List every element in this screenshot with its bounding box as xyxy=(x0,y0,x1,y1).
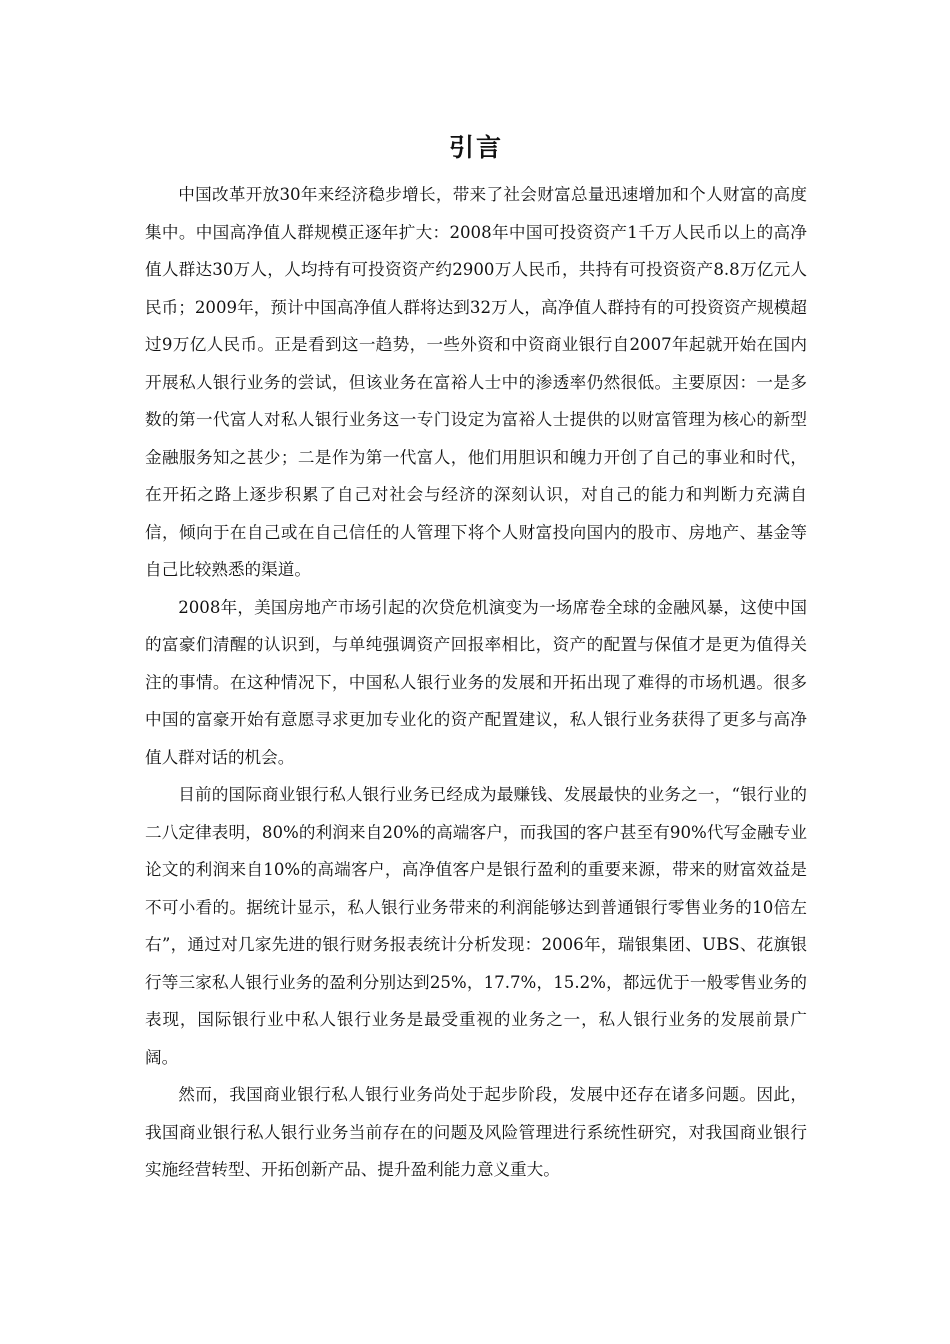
paragraph-2: 2008年，美国房地产市场引起的次贷危机演变为一场席卷全球的金融风暴，这使中国的富豪们清醒的认识到，与单纯强调资产回报率相比，资产的配置与保值才是更为值得关注的事情。在这种情况下，中国私人银行业务的发展和开拓出现了难得的市场机遇。很多中国的富豪开始有意愿寻求更加专业化的资产配置建议，私人银行业务获得了更多与高净值人群对话的机会。 xyxy=(145,597,807,767)
page-title: 引言 xyxy=(448,133,503,162)
paragraph-4: 然而，我国商业银行私人银行业务尚处于起步阶段，发展中还存在诸多问题。因此，我国商业银行私人银行业务当前存在的问题及风险管理进行系统性研究，对我国商业银行实施经营转型、开拓创新产品、提升盈利能力意义重大。 xyxy=(145,1085,807,1179)
document-page xyxy=(145,128,807,1189)
paragraph-1: 中国改革开放30年来经济稳步增长，带来了社会财富总量迅速增加和个人财富的高度集中。中国高净值人群规模正逐年扩大：2008年中国可投资资产1千万人民币以上的高净值人群达30万人，人均持有可投资资产约2900万人民币，共持有可投资资产8.8万亿元人民币；2009年，预计中国高净值人群将达到32万人，高净值人群持有的可投资资产规模超过9万亿人民币。正是看到这一趋势，一些外资和中资商业银行自2007年起就开始在国内开展私人银行业务的尝试，但该业务在富裕人士中的渗透率仍然很低。主要原因：一是多数的第一代富人对私人银行业务这一专门设定为富裕人士提供的以财富管理为核心的新型金融服务知之甚少；二是作为第一代富人，他们用胆识和魄力开创了自己的事业和时代，在开拓之路上逐步积累了自己对社会与经济的深刻认识，对自己的能力和判断力充满自信，倾向于在自己或在自己信任的人管理下将个人财富投向国内的股市、房地产、基金等自己比较熟悉的渠道。 xyxy=(145,185,807,579)
paragraph-3: 目前的国际商业银行私人银行业务已经成为最赚钱、发展最快的业务之一，“银行业的二八定律表明，80%的利润来自20%的高端客户，而我国的客户甚至有90%代写金融专业论文的利润来自10%的高端客户，高净值客户是银行盈利的重要来源，带来的财富效益是不可小看的。据统计显示，私人银行业务带来的利润能够达到普通银行零售业务的10倍左右”，通过对几家先进的银行财务报表统计分析发现：2006年，瑞银集团、UBS、花旗银行等三家私人银行业务的盈利分别达到25%，17.7%，15.2%，都远优于一般零售业务的表现，国际银行业中私人银行业务是最受重视的业务之一，私人银行业务的发展前景广阔。 xyxy=(145,785,807,1067)
